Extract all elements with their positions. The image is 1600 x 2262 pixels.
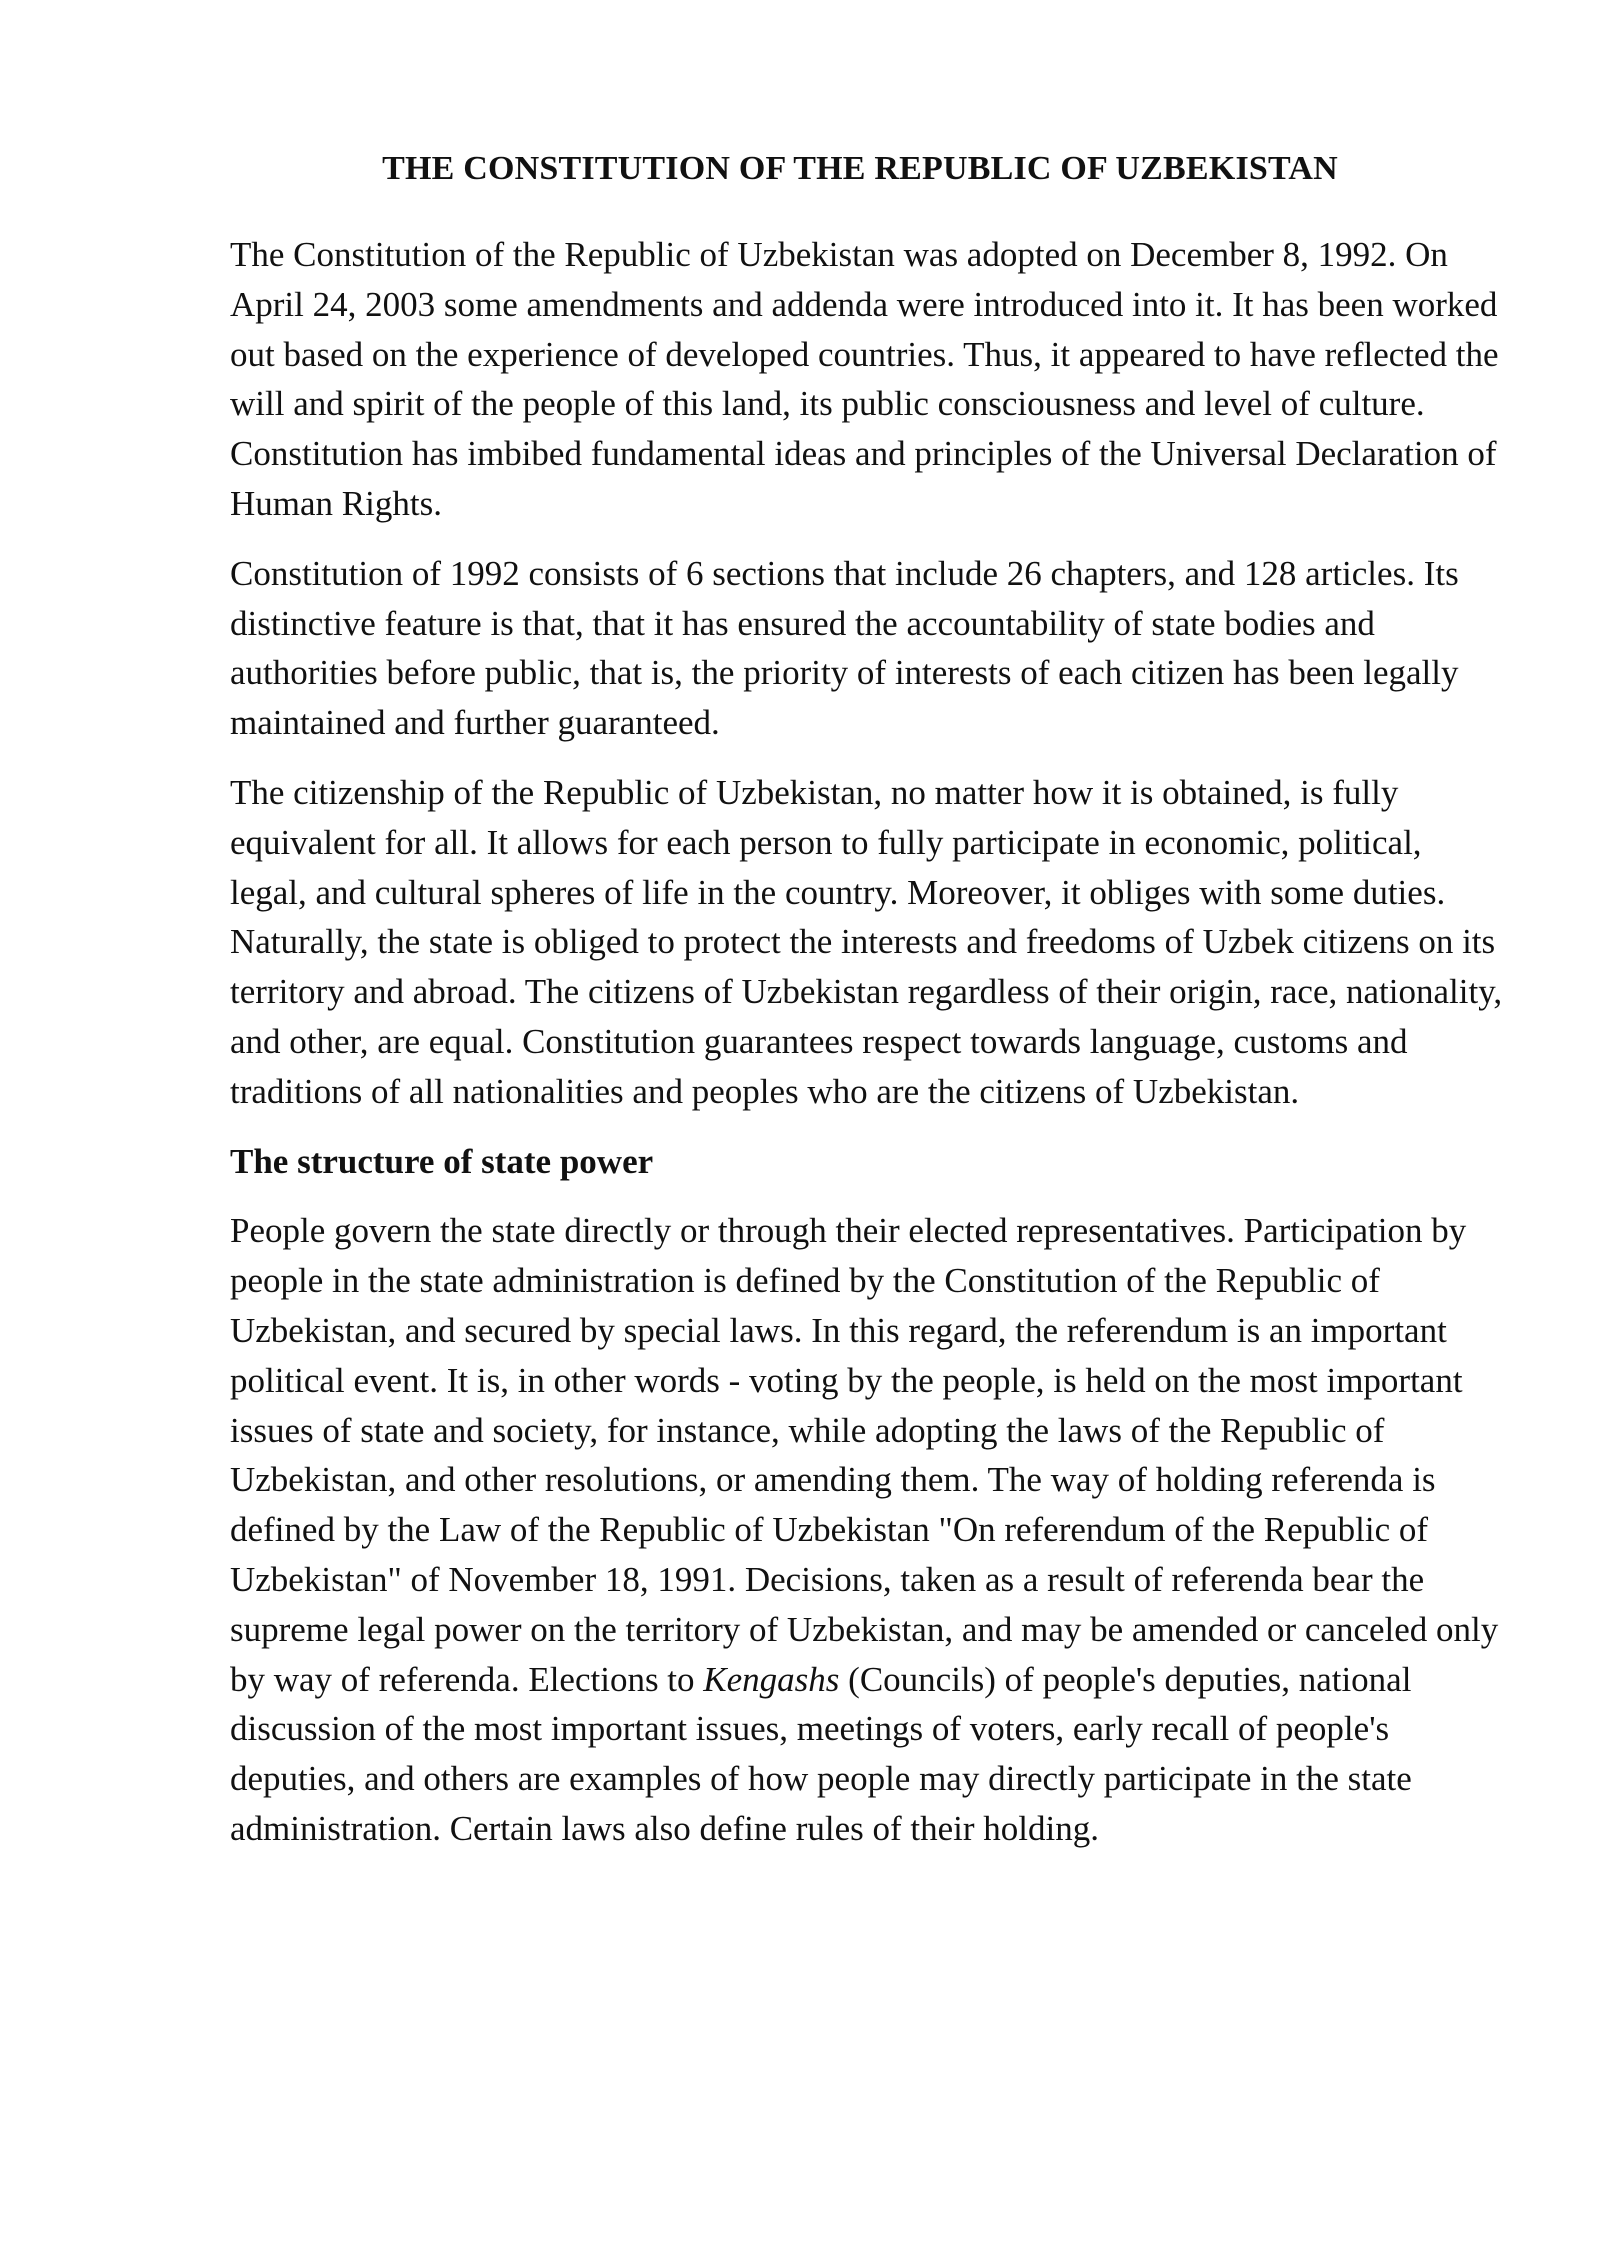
paragraph-text-part: People govern the state directly or through their elected representatives. Participation by people in the state administration is defined by the Constitution of the Republic of Uzbekistan, and secured by special laws. In this regard, the referendum is an important political event. It is, in other words - voting by the people, is held on the most important issues of state and society, for instance, while adopting the laws of the Republic of Uzbekistan, and other resolutions, or amending them. The way of holding referenda is defined by the Law of the Republic of Uzbekistan "On referendum of the Republic of Uzbekistan" of November 18, 1991. Decisions, taken as a result of referenda bear the supreme legal power on the territory of Uzbekistan, and may be amended or canceled only by way of referenda. Elections to bbox=[230, 1211, 1499, 1699]
section-heading-state-power: The structure of state power bbox=[230, 1141, 654, 1181]
paragraph-structure: Constitution of 1992 consists of 6 sections that include 26 chapters, and 128 articles. Its distinctive feature is that, that it has ensured the accountability of state bodies and authorities before public, that is, the priority of interests of each citizen has been legally maintained and further guaranteed. bbox=[230, 553, 1459, 743]
paragraph-state-power bbox=[230, 1206, 1505, 1853]
paragraph-adoption: The Constitution of the Republic of Uzbekistan was adopted on December 8, 1992. On April 24, 2003 some amendments and addenda were introduced into it. It has been worked out based on the experience of developed countries. Thus, it appeared to have reflected the will and spirit of the people of this land, its public consciousness and level of culture. Constitution has imbibed fundamental ideas and principles of the Universal Declaration of Human Rights. bbox=[230, 235, 1499, 523]
document-page bbox=[230, 150, 1510, 1874]
paragraph-text-part: (Councils) of people's deputies, national discussion of the most important issues, meetings of voters, early recall of people's deputies, and others are examples of how people may directly participate in the state administration. Certain laws also define rules of their holding. bbox=[230, 1659, 1412, 1848]
kengashs-term: Kengashs bbox=[703, 1659, 840, 1699]
document-title: THE CONSTITUTION OF THE REPUBLIC OF UZBEKISTAN bbox=[382, 150, 1338, 187]
paragraph-citizenship: The citizenship of the Republic of Uzbekistan, no matter how it is obtained, is fully equivalent for all. It allows for each person to fully participate in economic, political, legal, and cultural spheres of life in the country. Moreover, it obliges with some duties. Naturally, the state is obliged to protect the interests and freedoms of Uzbek citizens on its territory and abroad. The citizens of Uzbekistan regardless of their origin, race, nationality, and other, are equal. Constitution guarantees respect towards language, customs and traditions of all nationalities and peoples who are the citizens of Uzbekistan. bbox=[230, 772, 1503, 1111]
